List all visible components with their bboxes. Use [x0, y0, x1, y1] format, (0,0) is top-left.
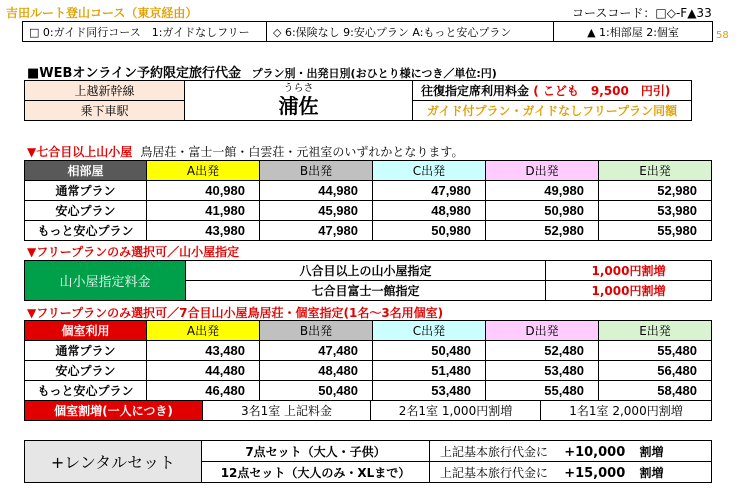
price-cell: 56,480: [599, 361, 712, 381]
price-cell: 43,980: [147, 221, 260, 241]
price-cell: 50,480: [260, 381, 373, 401]
price-cell: 55,480: [599, 341, 712, 361]
price-cell: 50,480: [373, 341, 486, 361]
table-row: [25, 361, 712, 381]
surcharge-option: 1名1室 2,000円割増: [541, 401, 712, 421]
s3-header-e: E出発: [599, 321, 712, 341]
s3-header-d: D出発: [486, 321, 599, 341]
rental-amount: +10,000: [564, 444, 626, 460]
legend-insurance: ◇ 6:保険なし 9:安心プラン A:もっと安心プラン: [267, 22, 554, 42]
s1-header-room: 相部屋: [25, 161, 147, 181]
section3-table: [24, 320, 712, 401]
s1-header-d: D出発: [486, 161, 599, 181]
s3-header-b: B出発: [260, 321, 373, 341]
plan-name: 安心プラン: [25, 361, 147, 381]
table-row: [25, 201, 712, 221]
fare-title-main: ■WEBオンライン予約限定旅行代金: [27, 66, 242, 81]
price-cell: 51,480: [373, 361, 486, 381]
price-cell: 44,980: [260, 181, 373, 201]
legend-table: [22, 21, 713, 42]
course-title: 吉田ルート登山コース（東京経由）: [6, 6, 198, 20]
rental-set-name: 7点セット（大人・子供）: [202, 441, 430, 462]
station-ruby: うらさ: [283, 83, 314, 94]
hut-fee-label: 山小屋指定料金: [25, 261, 186, 301]
price-cell: 58,480: [599, 381, 712, 401]
hut-option-name: 八合目以上の山小屋指定: [186, 261, 546, 281]
section2-table: [24, 260, 712, 301]
plan-name: 安心プラン: [25, 201, 147, 221]
price-cell: 52,980: [486, 221, 599, 241]
s3-header-c: C出発: [373, 321, 486, 341]
rental-desc: 上記基本旅行代金に: [440, 465, 549, 480]
rental-set-name: 12点セット（大人のみ・XLまで）: [202, 462, 430, 483]
rental-table: [24, 440, 712, 483]
price-cell: 47,980: [373, 181, 486, 201]
price-cell: 40,980: [147, 181, 260, 201]
rental-unit: 割増: [639, 465, 664, 480]
price-cell: 48,480: [260, 361, 373, 381]
guide-note: ガイド付プラン・ガイドなしフリープラン同額: [413, 101, 692, 121]
price-cell: 44,480: [147, 361, 260, 381]
s1-header-b: B出発: [260, 161, 373, 181]
price-cell: 43,480: [147, 341, 260, 361]
rental-desc-cell: [430, 441, 712, 462]
hut-option-name: 七合目富士一館指定: [186, 281, 546, 301]
s1-header-c: C出発: [373, 161, 486, 181]
price-cell: 47,980: [260, 221, 373, 241]
table-row: [25, 221, 712, 241]
price-cell: 55,980: [599, 221, 712, 241]
hut-option-fee: 1,000円割増: [546, 261, 712, 281]
section1-title-red: ▼七合目以上山小屋: [27, 145, 133, 159]
plan-name: 通常プラン: [25, 341, 147, 361]
hut-option-fee: 1,000円割増: [546, 281, 712, 301]
seat-fee-child: ( こども 9,500 円引): [533, 84, 671, 98]
price-cell: 52,480: [486, 341, 599, 361]
section2-title: ▼フリープランのみ選択可／山小屋指定: [27, 245, 240, 259]
legend-room: ▲ 1:相部屋 2:個室: [554, 22, 713, 42]
rental-label: +レンタルセット: [25, 441, 202, 483]
table-row: [25, 181, 712, 201]
course-code: コースコード：□◇-F▲33: [572, 6, 712, 20]
station-label: 乗下車駅: [25, 101, 185, 121]
price-cell: 50,980: [373, 221, 486, 241]
price-cell: 48,980: [373, 201, 486, 221]
price-cell: 53,980: [599, 201, 712, 221]
s3-header-room: 個室利用: [25, 321, 147, 341]
page-number: 58: [716, 30, 729, 41]
price-cell: 46,480: [147, 381, 260, 401]
price-cell: 53,480: [486, 361, 599, 381]
surcharge-option: 2名1室 1,000円割増: [371, 401, 541, 421]
station-name: 浦佐: [278, 94, 319, 118]
section1-table: [24, 160, 712, 241]
fare-title: [27, 62, 497, 81]
section1-title-note: 鳥居荘・富士一館・白雲荘・元祖室のいずれかとなります。: [140, 145, 464, 159]
price-cell: 50,980: [486, 201, 599, 221]
surcharge-option: 3名1室 上記料金: [203, 401, 371, 421]
price-cell: 53,480: [373, 381, 486, 401]
price-cell: 55,480: [486, 381, 599, 401]
price-cell: 47,480: [260, 341, 373, 361]
table-row: [25, 381, 712, 401]
seat-fee-cell: [413, 81, 692, 101]
plan-name: もっと安心プラン: [25, 221, 147, 241]
price-cell: 41,980: [147, 201, 260, 221]
price-cell: 45,980: [260, 201, 373, 221]
s1-header-a: A出発: [147, 161, 260, 181]
station-cell: [185, 81, 413, 121]
line-label: 上越新幹線: [25, 81, 185, 101]
plan-name: もっと安心プラン: [25, 381, 147, 401]
table-row: [25, 341, 712, 361]
seat-fee-label: 往復指定席利用料金: [421, 84, 530, 98]
surcharge-label: 個室割増(一人につき): [25, 401, 203, 421]
section1-title: [27, 143, 463, 160]
rental-amount: +15,000: [564, 465, 626, 481]
rental-unit: 割増: [639, 444, 664, 459]
s3-header-a: A出発: [147, 321, 260, 341]
price-cell: 52,980: [599, 181, 712, 201]
legend-guide: □ 0:ガイド同行コース 1:ガイドなしフリー: [23, 22, 267, 42]
s1-header-e: E出発: [599, 161, 712, 181]
rental-desc: 上記基本旅行代金に: [440, 444, 549, 459]
fare-title-sub: プラン別・出発日別(おひとり様につき／単位:円): [251, 67, 497, 80]
fare-table: [24, 80, 692, 121]
rental-desc-cell: [430, 462, 712, 483]
price-cell: 49,980: [486, 181, 599, 201]
section3-title: ▼フリープランのみ選択可／7合目山小屋鳥居荘・個室指定(1名～3名用個室): [27, 306, 444, 320]
surcharge-table: [24, 400, 712, 421]
plan-name: 通常プラン: [25, 181, 147, 201]
